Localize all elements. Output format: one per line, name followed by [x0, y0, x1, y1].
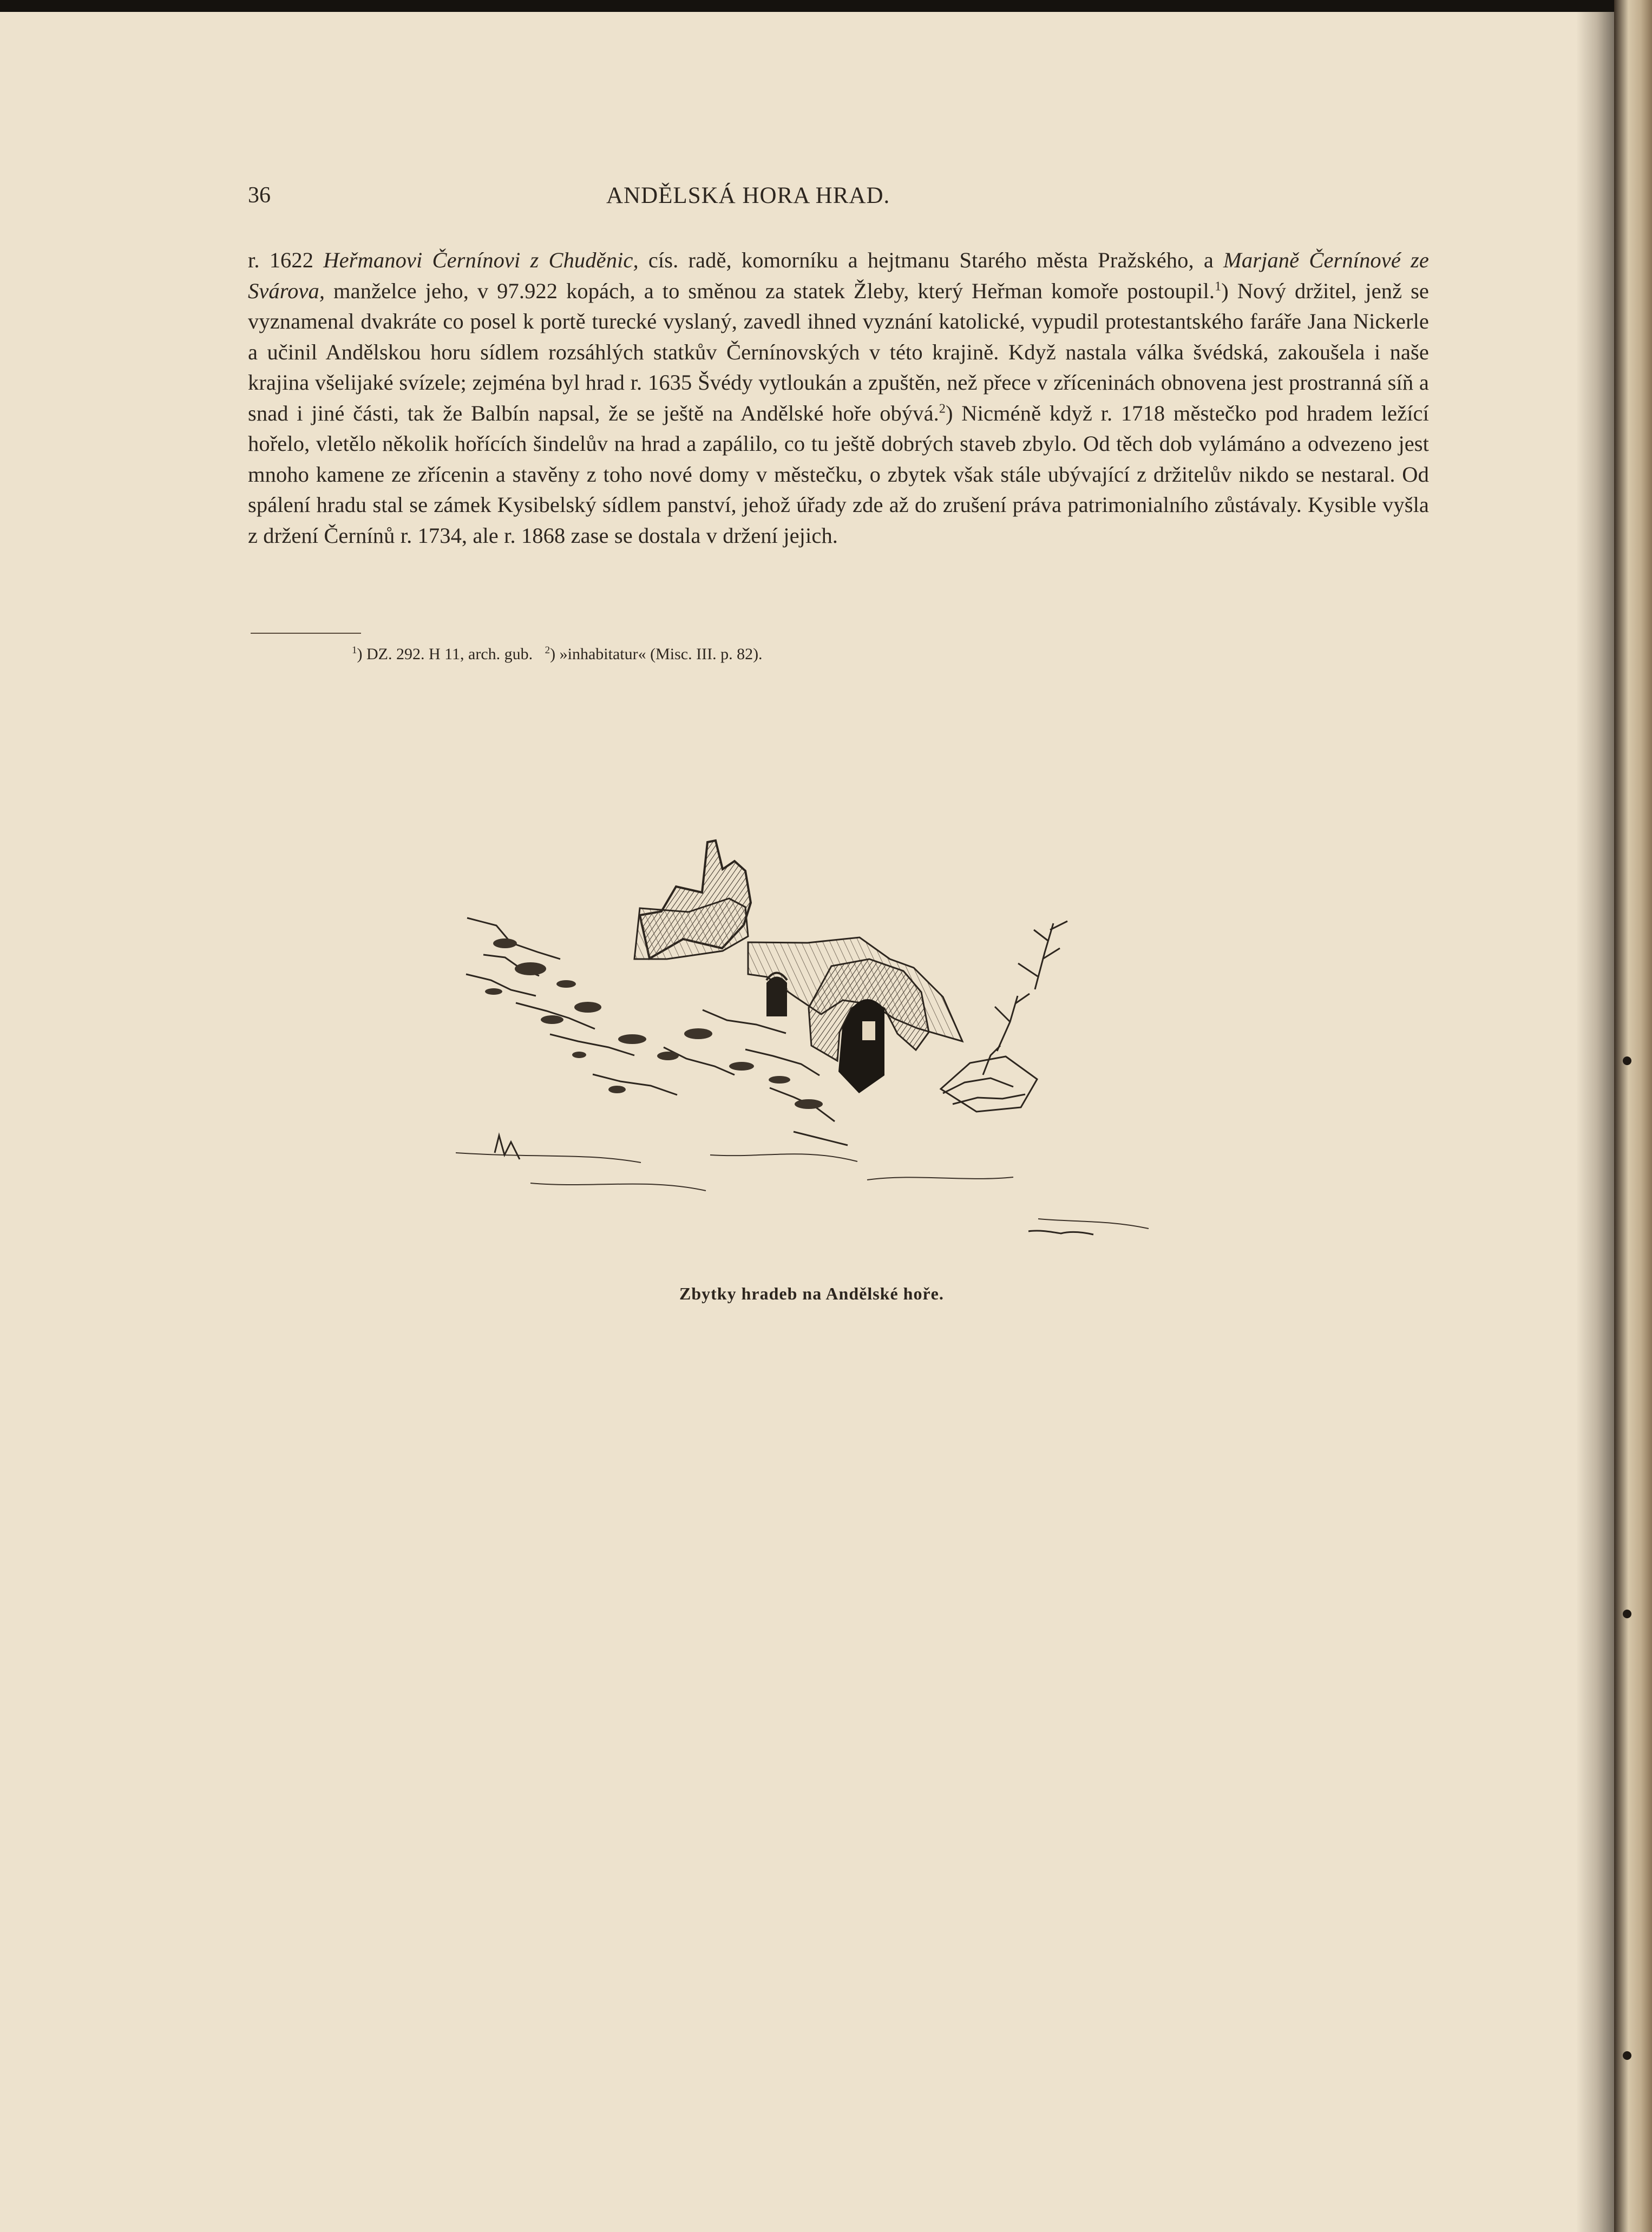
body-text-segment: cís. radě, komorníku a hejtmanu Starého města Pražského, a [638, 248, 1224, 272]
running-head: ANDĚLSKÁ HORA HRAD. [606, 183, 890, 208]
binding-mark-icon [1623, 1056, 1631, 1065]
footnote-reference-1: 1 [1215, 279, 1222, 293]
body-text-italic-name: Heřmanovi Černínovi z Chuděnic, [323, 248, 639, 272]
page-number: 36 [248, 183, 271, 208]
footnote-2-text: ) »inhabitatur« (Misc. III. p. 82). [550, 645, 763, 663]
footnote-separator-rule [251, 633, 361, 634]
footnote-mark-2: 2 [545, 645, 550, 656]
body-text-segment: ) Nicméně když r. 1718 městečko pod hradem ležící hořelo, vletělo několik hořících šindelův na hrad a zapálilo, co tu ještě dobrých staveb zbylo. Od těch dob vylámáno a odvezeno jest mnoho kamene ze zřícenin a stavěny z toho nové domy v městečku, o zbytek však stále ubývající z držitelův nikdo se nestaral. Od spálení hradu stal se zámek Kysibelský sídlem panství, jehož úřady zde až do zrušení práva patrimonialního zůstávaly. Kysible vyšla z držení Černínů r. 1734, ale r. 1868 zase se dostala v držení jejich. [248, 401, 1429, 548]
body-paragraph [248, 245, 1429, 551]
footnote-1-text: ) DZ. 292. H 11, arch. gub. [357, 645, 533, 663]
body-text-segment: ) Nový držitel, jenž se vyznamenal dvakráte co posel k portě turecké vyslaný, zavedl ihned vyznání katolické, vypudil protestantského faráře Jana Nickerle a učinil Andělskou horu sídlem rozsáhlých statkův Černínovských v této krajině. Když nastala válka švédská, zakoušela i naše krajina všelijaké svízele; zejména byl hrad r. 1635 Švédy vytloukán a zpuštěn, než přece v zříceninách obnovena jest prostranná síň a snad i jiné části, tak že Balbín napsal, že se ještě na Andělské hoře obývá. [248, 278, 1430, 425]
binding-mark-icon [1623, 2051, 1631, 2060]
castle-ruin-illustration [456, 801, 1240, 1288]
binding-mark-icon [1623, 1610, 1631, 1618]
body-text-italic-name: Marjaně Černínové ze Svárova, [248, 248, 1429, 303]
footnote-reference-2: 2 [939, 402, 946, 416]
body-text-segment: r. 1622 [248, 248, 324, 272]
castle-ruin-engraving [456, 801, 1240, 1288]
body-text-segment: manželce jeho, v 97.922 kopách, a to směnou za statek Žleby, který Heřman komoře postoupil. [325, 278, 1215, 303]
footnotes [352, 643, 1120, 666]
illustration-caption: Zbytky hradeb na Andělské hoře. [679, 1284, 944, 1303]
book-binding-edge [1614, 0, 1652, 2232]
footnote-mark-1: 1 [352, 645, 357, 656]
